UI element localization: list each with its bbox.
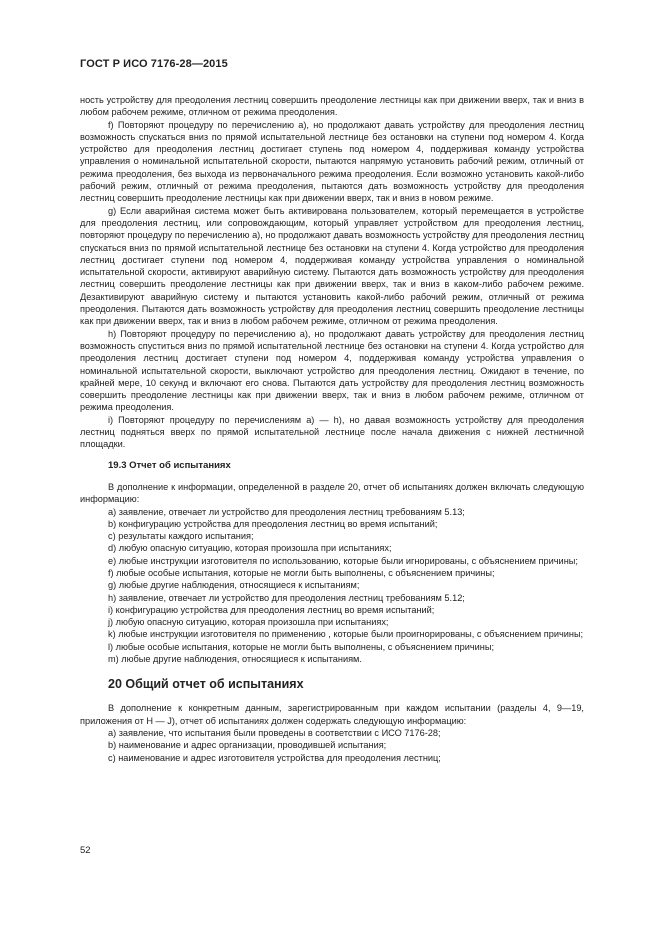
list-item: d) любую опасную ситуацию, которая произошла при испытаниях; [108,543,392,554]
list-item: a) заявление, отвечает ли устройство для преодоления лестниц требованиям 5.13; [108,506,465,517]
list-item: h) заявление, отвечает ли устройство для преодоления лестниц требованиям 5.12; [108,592,465,603]
section-heading-19-3: 19.3 Отчет об испытаниях [108,459,231,471]
document-header: ГОСТ Р ИСО 7176-28—2015 [80,58,228,70]
list-item: m) любые другие наблюдения, относящиеся к испытаниям. [108,654,362,665]
paragraph-g: g) Если аварийная система может быть активирована пользователем, который перемещается в устройстве для преодоления лестниц, или сопровождающим, который управляет устройством для преодоления лестниц, повторяют процедуру по перечислению а), но продолжают давать возможность устройству для преодоления лестниц спускаться вниз по прямой испытательной лестнице без остановки на ступени 4. Когда устройство для преодоления лестниц достигает ступени под номером 4, поддерживая команду устройства управления о номинальной испытательной скорости, активируют аварийную систему. Пытаются дать возможность устройству для преодоления лестниц совершить преодоление лестницы как при движении вверх, так и вниз в каком-либо рабочем режиме. Дезактивируют аварийную систему и пытаются установить какой-либо рабочий режим, отличный от режима преодоления. Пытаются дать возможность устройству для преодоления лестниц совершить преодоление лестницы как при движении вверх, так и вниз в любом рабочем режиме, отличном от режима преодоления. [80,205,584,327]
list-item: a) заявление, что испытания были проведены в соответствии с ИСО 7176-28; [108,727,441,738]
paragraph-i: i) Повторяют процедуру по перечислениям а) — h), но давая возможность устройству для преодоления лестниц подняться вверх по прямой испытательной лестнице после начала движения с нижней лестничной площадки. [80,414,584,450]
paragraph-h: h) Повторяют процедуру по перечислению а), но продолжают давать устройству для преодоления лестниц возможность спуститься вниз по прямой испытательной лестнице без остановки на ступени 4. Когда устройство для преодоления лестниц достигает ступени под номером 4, поддерживая команду устройства управления о номинальной испытательной скорости, выключают устройство для преодоления лестниц. Ожидают в течение, по крайней мере, 10 секунд и включают его снова. Пытаются дать устройству для преодоления лестниц возможность совершить преодоление лестницы как при движении вверх, так и вниз в любом рабочем режиме, отличном от режима преодоления. [80,328,584,413]
list-item: j) любую опасную ситуацию, которая произошла при испытаниях; [108,617,389,628]
list-item: l) любые особые испытания, которые не могли быть выполнены, с объяснением причины; [108,641,495,652]
paragraph-20-intro: В дополнение к конкретным данным, зарегистрированным при каждом испытании (разделы 4, 9—19, приложения от Н — J), отчет об испытаниях должен содержать следующую информацию: [80,703,584,726]
list-item: c) результаты каждого испытания; [108,531,254,542]
document-body [80,94,584,764]
list-item: f) любые особые испытания, которые не могли быть выполнены, с объяснением причины; [108,567,495,578]
section-heading-20: 20 Общий отчет об испытаниях [108,677,304,692]
list-item: g) любые другие наблюдения, относящиеся к испытаниям; [108,580,360,591]
page-number: 52 [80,845,91,856]
list-item: k) любые инструкции изготовителя по применению , которые были проигнорированы, с объяснением причины; [108,629,584,640]
list-item: b) наименование и адрес организации, проводившей испытания; [108,740,387,751]
paragraph-continuation: ность устройству для преодоления лестниц совершить преодоление лестницы как при движении вверх, так и вниз в любом рабочем режиме, отличном от режима преодоления. [80,95,584,118]
paragraph-19-3-intro: В дополнение к информации, определенной в разделе 20, отчет об испытаниях должен включать следующую информацию: [80,481,584,505]
list-item: e) любые инструкции изготовителя по использованию, которые были игнорированы, с объяснением причины; [108,555,578,566]
paragraph-f: f) Повторяют процедуру по перечислению а), но продолжают давать устройству для преодоления лестниц возможность спускаться вниз по прямой испытательной лестнице без остановки на ступени под номером 4. Когда устройство для преодоления лестниц достигает ступень под номером 4, поддерживая команду устройства управления о номинальной испытательной скорости, пытаются напрямую установить рабочий режим, отличный от режима преодоления, без выхода из первоначального режима преодоления. Если возможно установить какой-либо рабочий режим, отличный от режима преодоления, пытаются дать возможность устройству для преодоления лестниц совершить преодоление лестницы как при движении вверх, так и вниз в новом режиме. [80,119,584,204]
list-item: i) конфигурацию устройства для преодоления лестниц во время испытаний; [108,604,435,615]
list-item: b) конфигурацию устройства для преодоления лестниц во время испытаний; [108,518,438,529]
list-item: c) наименование и адрес изготовителя устройства для преодоления лестниц; [108,752,441,763]
